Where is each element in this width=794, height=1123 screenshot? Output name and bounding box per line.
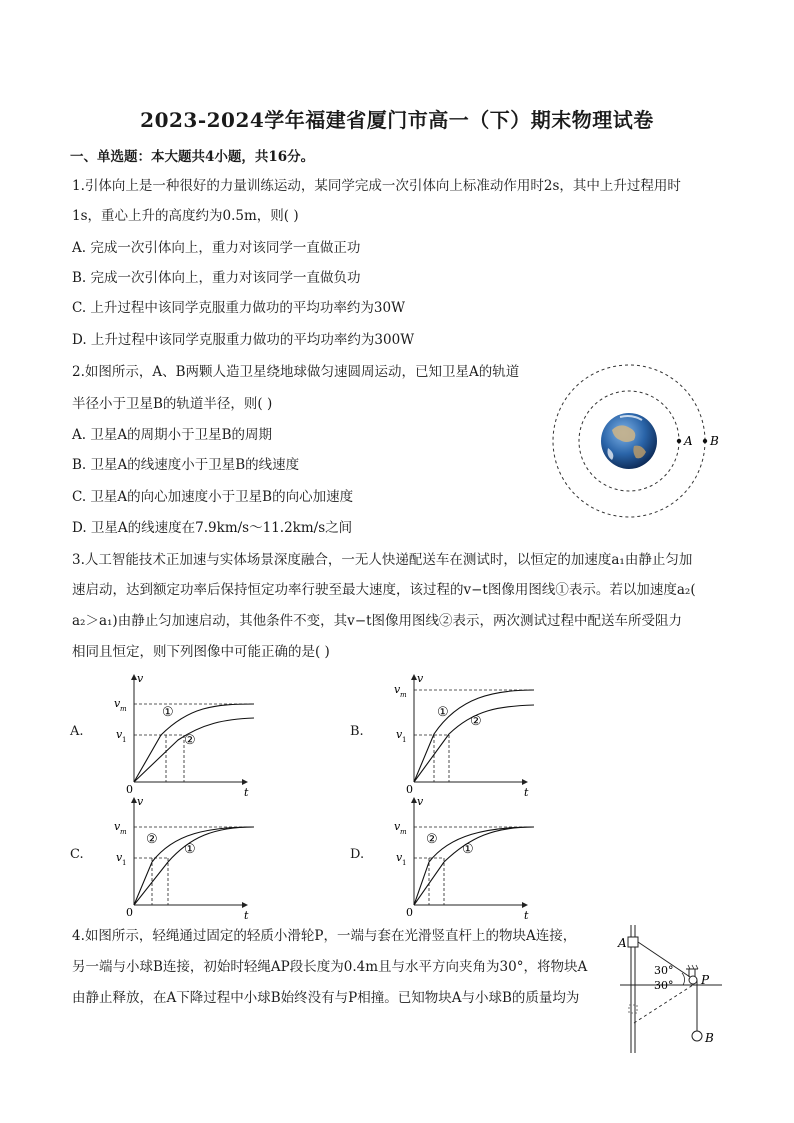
- orbit-diagram: [550, 362, 719, 522]
- v1-label: v: [116, 728, 123, 741]
- vm-label: v: [114, 697, 121, 710]
- ball-b-label: B: [705, 1031, 714, 1045]
- vt-graph-svg: [374, 795, 534, 922]
- t-axis-arrow: [522, 902, 528, 908]
- q4-stem-line3: 由静止释放，在A下降过程中小球B始终没有与P相撞。已知物块A与小球B的质量均为: [72, 990, 580, 1006]
- t-axis-label: t: [244, 909, 249, 922]
- block-a: [628, 937, 638, 947]
- t-axis-arrow: [242, 779, 248, 785]
- v1-label: v: [396, 851, 403, 864]
- satellite-a-dot: [677, 439, 681, 443]
- q3-stem-line3: a₂＞a₁)由静止匀加速启动，其他条件不变，其v−t图像用图线②表示，两次测试过程中配送车所受阻力: [72, 613, 683, 629]
- origin-label: 0: [126, 906, 133, 919]
- graph-option-label: C.: [70, 847, 84, 862]
- ball-b: [692, 1031, 702, 1041]
- vm-label: v: [114, 820, 121, 833]
- graph-option-label: D.: [350, 847, 365, 862]
- v1-subscript: 1: [122, 736, 127, 744]
- q1-option-d: D. 上升过程中该同学克服重力做功的平均功率约为300W: [72, 332, 415, 348]
- q3-stem-line1: 3.人工智能技术正加速与实体场景深度融合，一无人快递配送车在测试时，以恒定的加速度a₁由静止匀加: [72, 552, 693, 568]
- t-axis-label: t: [244, 786, 249, 799]
- page-title: 2023-2024学年福建省厦门市高一（下）期末物理试卷: [140, 108, 654, 132]
- q2-option-c: C. 卫星A的向心加速度小于卫星B的向心加速度: [72, 489, 354, 505]
- v1-label: v: [396, 728, 403, 741]
- graph-option-label: A.: [70, 724, 84, 739]
- satellite-b-dot: [703, 439, 707, 443]
- v-axis-label: v: [137, 795, 144, 808]
- q1-option-b: B. 完成一次引体向上，重力对该同学一直做负功: [72, 270, 361, 286]
- satellite-a-label: A: [684, 434, 693, 448]
- origin-label: 0: [406, 906, 413, 919]
- pulley-p: [689, 976, 697, 984]
- graph-option-label: B.: [350, 724, 364, 739]
- q2-stem-line1: 2.如图所示，A、B两颗人造卫星绕地球做匀速圆周运动，已知卫星A的轨道: [72, 364, 520, 380]
- vm-subscript: m: [400, 828, 407, 836]
- origin-label: 0: [126, 783, 133, 796]
- v1-subscript: 1: [402, 736, 407, 744]
- vm-label: v: [394, 683, 401, 696]
- curve-1: [414, 690, 534, 782]
- curve-2-label: ②: [184, 733, 196, 748]
- vt-graph-svg: [94, 795, 254, 922]
- v1-subscript: 1: [402, 859, 407, 867]
- block-a-label: A: [618, 936, 627, 950]
- q3-stem-line4: 相同且恒定，则下列图像中可能正确的是( ): [72, 644, 330, 660]
- curve-2-label: ②: [426, 832, 438, 847]
- curve-1-label: ①: [184, 842, 196, 857]
- q1-option-c: C. 上升过程中该同学克服重力做功的平均功率约为30W: [72, 300, 405, 316]
- q2-option-a: A. 卫星A的周期小于卫星B的周期: [72, 427, 273, 443]
- dashed-block-position: [629, 1005, 637, 1013]
- curve-1-label: ①: [437, 705, 449, 720]
- q3-stem-line2: 速启动，达到额定功率后保持恒定功率行驶至最大速度，该过程的v−t图像用图线①表示。若以加速度a₂(: [72, 582, 696, 598]
- v-axis-label: v: [417, 672, 424, 685]
- q1-stem-line2: 1s，重心上升的高度约为0.5m，则( ): [72, 208, 299, 224]
- v-axis-label: v: [417, 795, 424, 808]
- angle-label-lower: 30°: [654, 979, 674, 992]
- vm-subscript: m: [400, 691, 407, 699]
- q1-option-a: A. 完成一次引体向上，重力对该同学一直做正功: [72, 240, 361, 256]
- t-axis-label: t: [524, 786, 529, 799]
- q4-stem-line1: 4.如图所示，轻绳通过固定的轻质小滑轮P，一端与套在光滑竖直杆上的物块A连接，: [72, 928, 577, 944]
- t-axis-arrow: [242, 902, 248, 908]
- curve-1-label: ①: [162, 705, 174, 720]
- curve-2-label: ②: [470, 714, 482, 729]
- vm-label: v: [394, 820, 401, 833]
- vt-graph-svg: [374, 672, 534, 799]
- q1-stem-line1: 1.引体向上是一种很好的力量训练运动，某同学完成一次引体向上标准动作用时2s，其中上升过程用时: [72, 178, 681, 194]
- q2-option-d: D. 卫星A的线速度在7.9km/s～11.2km/s之间: [72, 520, 353, 536]
- curve-2-label: ②: [146, 832, 158, 847]
- q2-option-b: B. 卫星A的线速度小于卫星B的线速度: [72, 457, 300, 473]
- section-header: 一、单选题：本大题共4小题，共16分。: [70, 149, 315, 165]
- earth-icon: [601, 413, 657, 469]
- origin-label: 0: [406, 783, 413, 796]
- vm-subscript: m: [120, 828, 127, 836]
- vt-graph-svg: [94, 672, 254, 799]
- angle-arc: [682, 973, 685, 985]
- t-axis-arrow: [522, 779, 528, 785]
- q2-stem-line2: 半径小于卫星B的轨道半径，则( ): [72, 396, 273, 412]
- t-axis-label: t: [524, 909, 529, 922]
- angle-label-upper: 30°: [654, 964, 674, 977]
- pulley-diagram: [610, 925, 730, 1060]
- vm-subscript: m: [120, 705, 127, 713]
- v1-label: v: [116, 851, 123, 864]
- v-axis-label: v: [137, 672, 144, 685]
- v1-subscript: 1: [122, 859, 127, 867]
- satellite-b-label: B: [710, 434, 719, 448]
- q4-stem-line2: 另一端与小球B连接，初始时轻绳AP段长度为0.4m且与水平方向夹角为30°，将物块A: [72, 959, 588, 975]
- curve-1-label: ①: [462, 842, 474, 857]
- pulley-p-label: P: [701, 973, 710, 987]
